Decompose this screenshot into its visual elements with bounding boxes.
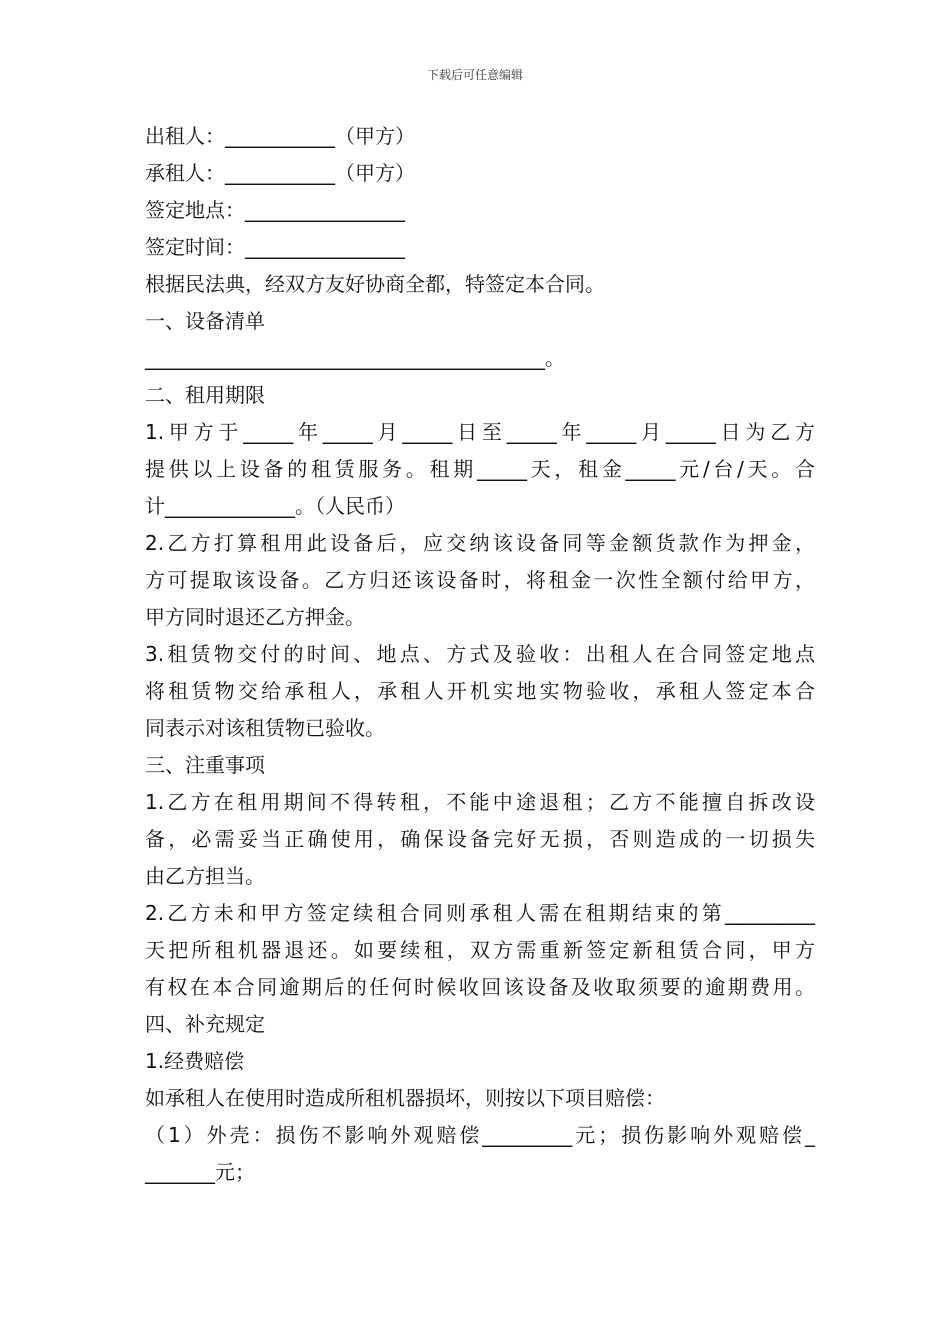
section-heading-equipment: 一、设备清单	[145, 309, 265, 333]
paragraph-line: 如承租人在使用时造成所租机器损坏，则按以下项目赔偿：	[145, 1086, 665, 1110]
paragraph-line: 方可提取该设备。乙方归还该设备时，将租金一次性全额付给甲方，	[145, 568, 815, 592]
paragraph-line: 2.乙方未和甲方签定续租合同则承租人需在租期结束的第_________	[145, 901, 815, 925]
paragraph-line: 天把所租机器退还。如要续租，双方需重新签定新租赁合同，甲方	[145, 938, 815, 962]
signing-time-line: 签定时间：________________	[145, 235, 405, 259]
paragraph-line: 提供以上设备的租赁服务。租期_____天，租金_____元/台/天。合	[145, 457, 815, 481]
paragraph-line: 计_____________。（人民币）	[145, 494, 405, 518]
paragraph-line: 3.租赁物交付的时间、地点、方式及验收：出租人在合同签定地点	[145, 642, 815, 666]
paragraph-line: _______元；	[145, 1160, 255, 1184]
subheading-compensation: 1.经费赔偿	[145, 1049, 245, 1073]
section-heading-term: 二、租用期限	[145, 383, 265, 407]
paragraph-line: 甲方同时退还乙方押金。	[145, 605, 365, 629]
paragraph-line: 有权在本合同逾期后的任何时候收回该设备及收取须要的逾期费用。	[145, 975, 815, 999]
paragraph-line: （1）外壳：损伤不影响外观赔偿_________元；损伤影响外观赔偿_	[145, 1123, 815, 1147]
contract-body	[145, 118, 815, 1191]
page-header: 下载后可任意编辑	[426, 68, 523, 82]
preamble-line: 根据民法典，经双方友好协商全都，特签定本合同。	[145, 272, 605, 296]
lessee-line: 承租人：___________（甲方）	[145, 161, 415, 185]
paragraph-line: 由乙方担当。	[145, 864, 265, 888]
equipment-list-blank: ________________________________________。	[145, 346, 565, 370]
lessor-line: 出租人：___________（甲方）	[145, 124, 415, 148]
paragraph-line: 将租赁物交给承租人，承租人开机实地实物验收，承租人签定本合	[145, 679, 815, 703]
paragraph-line: 1.乙方在租用期间不得转租，不能中途退租；乙方不能擅自拆改设	[145, 790, 815, 814]
paragraph-line: 备，必需妥当正确使用，确保设备完好无损，否则造成的一切损失	[145, 827, 815, 851]
paragraph-line: 2.乙方打算租用此设备后，应交纳该设备同等金额货款作为押金，	[145, 531, 815, 555]
paragraph-line: 1.甲方于_____年_____月_____日至_____年_____月_____日为乙方	[145, 420, 815, 444]
section-heading-notes: 三、注重事项	[145, 753, 265, 777]
section-heading-supplement: 四、补充规定	[145, 1012, 265, 1036]
signing-place-line: 签定地点：________________	[145, 198, 405, 222]
paragraph-line: 同表示对该租赁物已验收。	[145, 716, 385, 740]
